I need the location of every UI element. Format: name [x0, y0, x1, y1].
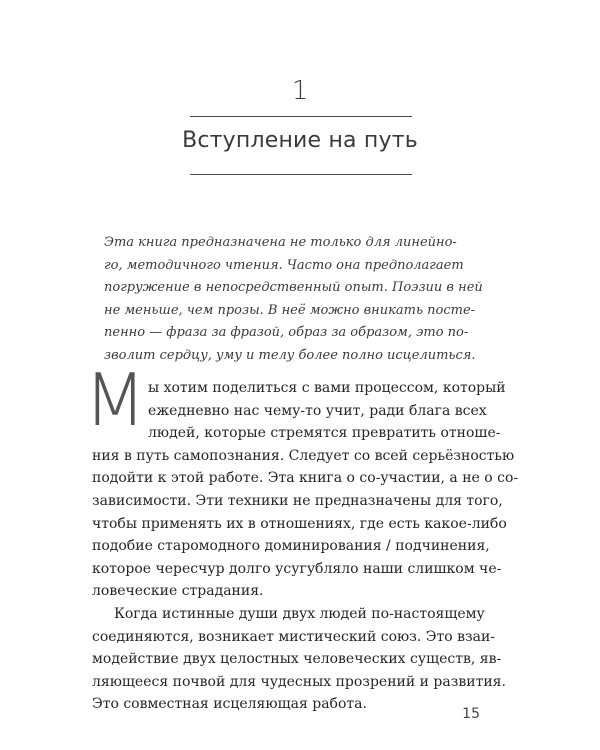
body-line: чтобы применять их в отношениях, где есть какое-либо [92, 515, 507, 532]
epigraph [104, 232, 483, 368]
drop-cap: М [84, 358, 147, 442]
title-top-rule [190, 116, 412, 117]
body-line: которое чересчур долго усугубляло наши слишком че- [92, 560, 502, 577]
epigraph-line: погружение в непосредственный опыт. Поэзии в ней [104, 280, 483, 296]
chapter-number: 1 [291, 76, 309, 106]
body-line: подобие старомодного доминирования / подчинения, [92, 538, 490, 555]
epigraph-line: го, методичного чтения. Часто она предполагает [104, 257, 464, 273]
body-text [92, 377, 518, 716]
epigraph-line: не меньше, чем прозы. В неё можно вникать посте- [104, 302, 476, 318]
chapter-title: Вступление на путь [182, 128, 418, 153]
body-line: соединяются, возникает мистический союз. Это взаи- [92, 628, 495, 645]
body-line: Когда истинные души двух людей по-настоящему [114, 605, 485, 622]
epigraph-line: пенно — фраза за фразой, образ за образом, это по- [104, 325, 469, 341]
body-line: зависимости. Эти техники не предназначены для того, [92, 492, 503, 509]
body-line: ежедневно нас чему-то учит, ради блага всех [148, 402, 487, 419]
title-bottom-rule [190, 174, 412, 175]
body-line: ляющееся почвой для чудесных прозрений и развития. [92, 673, 506, 690]
body-line: людей, которые стремятся превратить отноше- [148, 425, 501, 442]
body-line: модействие двух целостных человеческих существ, яв- [92, 651, 502, 668]
epigraph-line: зволит сердцу, уму и телу более полно исцелиться. [104, 347, 476, 363]
body-line: ы хотим поделиться с вами процессом, который [148, 380, 506, 396]
body-line: ловеческие страдания. [92, 583, 264, 600]
body-line: ния в путь самопознания. Следует со всей серьёзностью [92, 447, 515, 464]
body-line: подойти к этой работе. Эта книга о со-участии, а не о со- [92, 470, 519, 487]
page-number: 15 [462, 706, 480, 722]
epigraph-line: Эта книга предназначена не только для линейно- [104, 235, 457, 250]
body-line: Это совместная исцеляющая работа. [92, 696, 367, 713]
